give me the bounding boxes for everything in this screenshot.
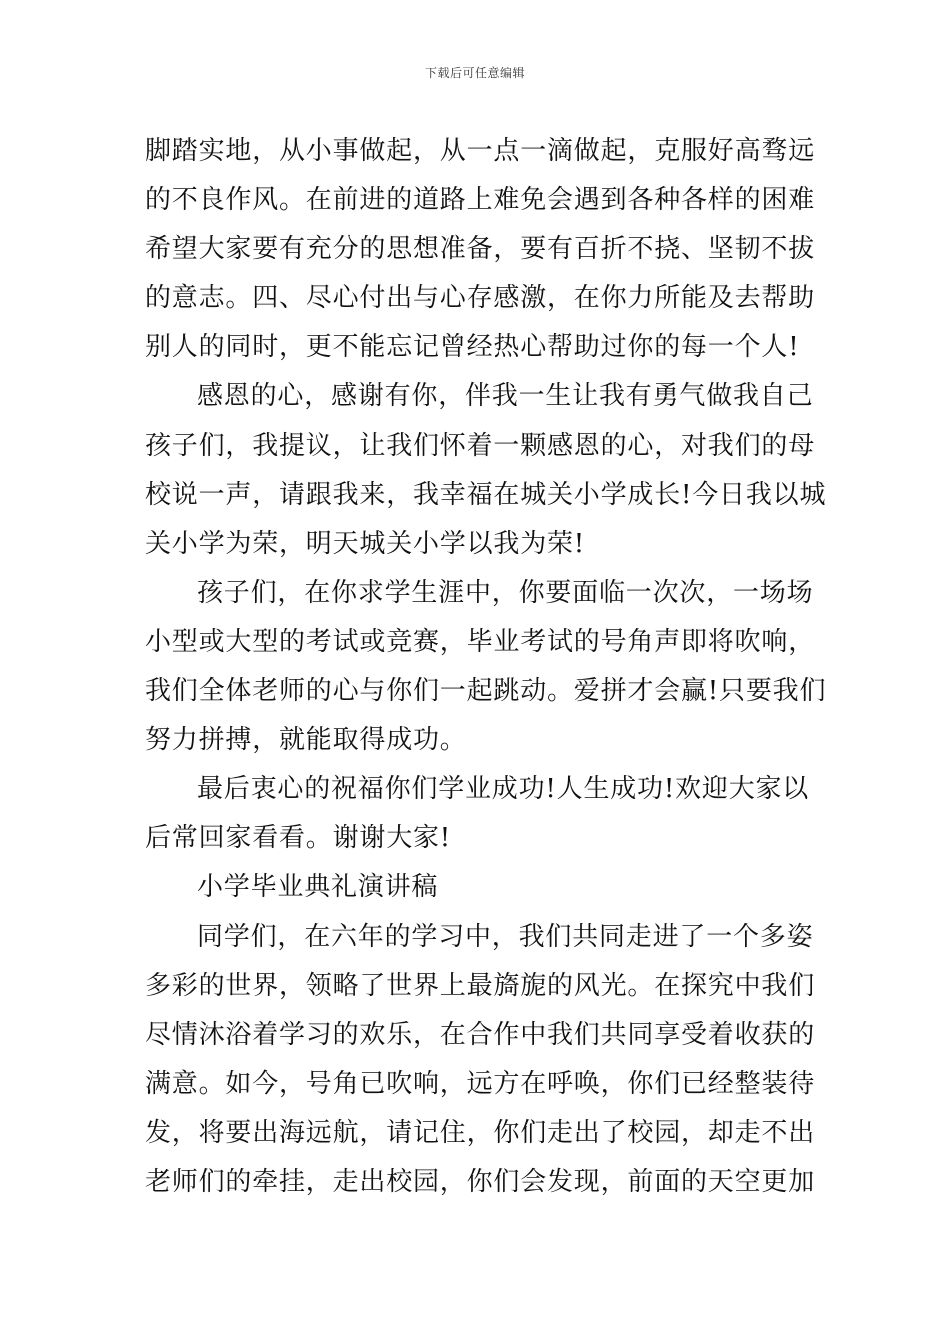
paragraph-start-line: 同学们，在六年的学习中，我们共同走进了一个多姿 [197,921,814,952]
text-line: 校说一声，请跟我来，我幸福在城关小学成长!今日我以城 [145,479,827,510]
text-line: 脚踏实地，从小事做起，从一点一滴做起，克服好高骛远 [145,136,816,166]
text-line: 关小学为荣，明天城关小学以我为荣! [145,528,586,559]
text-line: 尽情沐浴着学习的欢乐，在合作中我们共同享受着收获的 [145,1019,816,1050]
paragraph-start-line: 感恩的心，感谢有你，伴我一生让我有勇气做我自己 [197,381,814,412]
text-line: 的意志。四、尽心付出与心存感激，在你力所能及去帮助 [145,283,816,314]
text-line: 小型或大型的考试或竞赛，毕业考试的号角声即将吹响， [145,626,816,657]
page-header: 下载后可任意编辑 [424,66,525,80]
text-line: 满意。如今，号角已吹响，远方在呼唤，你们已经整装待 [145,1068,816,1099]
section-title: 小学毕业典礼演讲稿 [197,872,439,903]
text-line: 孩子们，我提议，让我们怀着一颗感恩的心，对我们的母 [145,430,816,461]
text-line: 老师们的牵挂，走出校园，你们会发现，前面的天空更加 [145,1166,816,1197]
text-line: 多彩的世界，领略了世界上最旖旎的风光。在探究中我们 [145,970,816,1001]
text-line: 发，将要出海远航，请记住，你们走出了校园，却走不出 [145,1117,816,1148]
text-line: 别人的同时，更不能忘记曾经热心帮助过你的每一个人! [145,332,800,363]
document-body [145,127,827,1207]
text-line: 希望大家要有充分的思想准备，要有百折不挠、坚韧不拔 [145,234,816,265]
text-line: 后常回家看看。谢谢大家! [145,823,452,854]
paragraph-start-line: 最后衷心的祝福你们学业成功!人生成功!欢迎大家以 [197,774,810,805]
text-line: 努力拼搏，就能取得成功。 [145,725,467,756]
text-line: 的不良作风。在前进的道路上难免会遇到各种各样的困难 [145,185,816,216]
paragraph-start-line: 孩子们，在你求学生涯中，你要面临一次次，一场场 [197,577,814,608]
text-line: 我们全体老师的心与你们一起跳动。爱拼才会赢!只要我们 [145,676,827,707]
